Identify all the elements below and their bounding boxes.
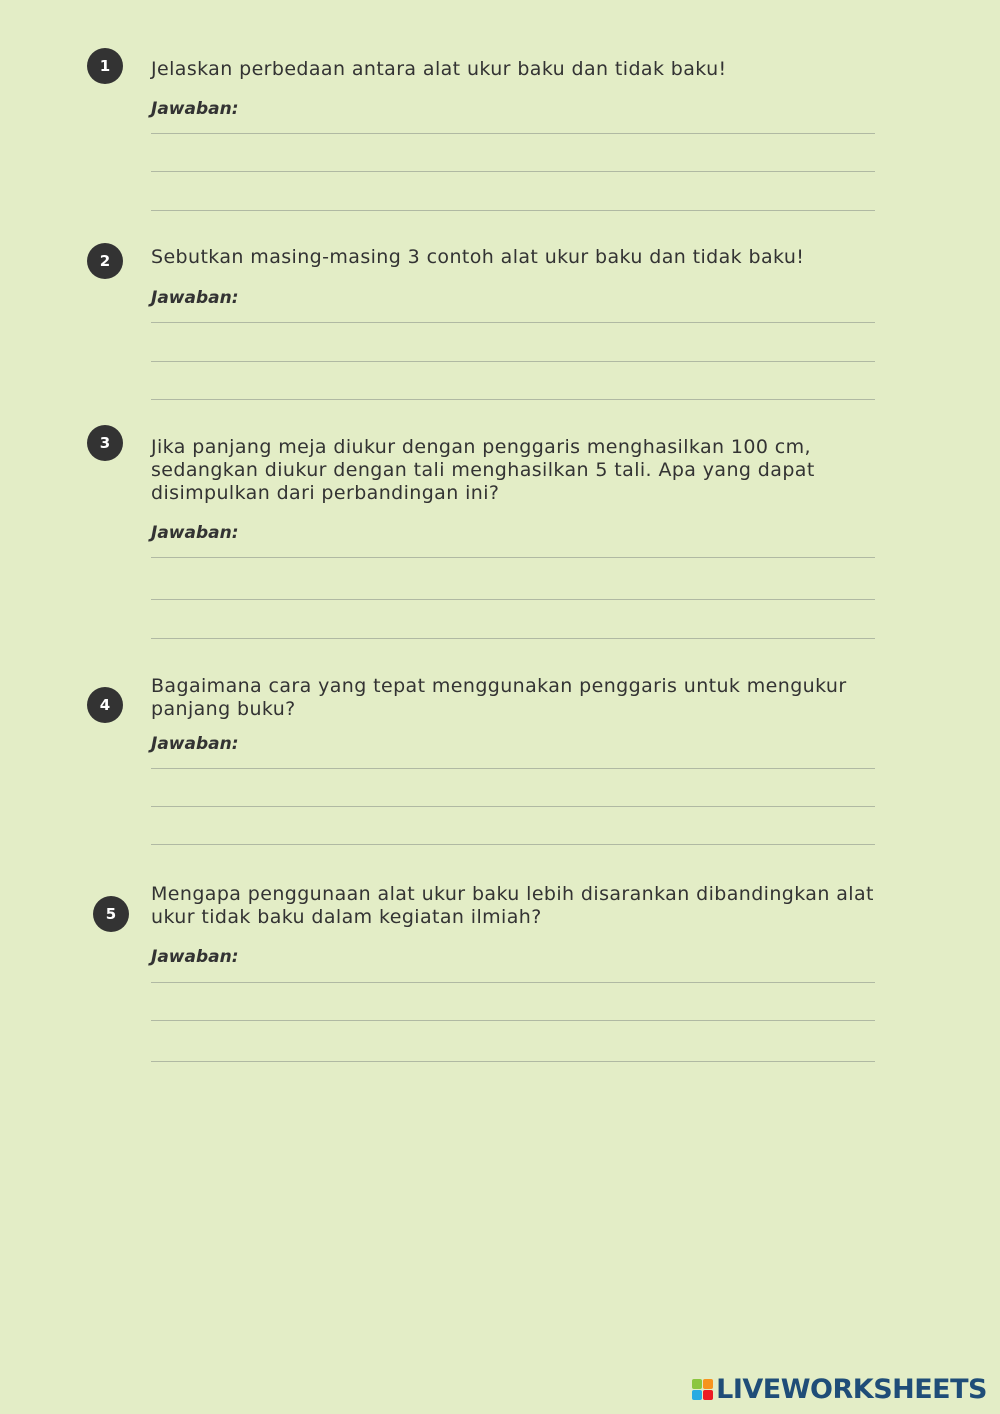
- brand-name: LIVEWORKSHEETS: [716, 1373, 987, 1405]
- answer-line[interactable]: [151, 171, 875, 172]
- answer-line[interactable]: [151, 982, 875, 983]
- answer-line[interactable]: [151, 322, 875, 323]
- liveworksheets-brand: [692, 1374, 987, 1404]
- question-number-badge: 1: [87, 48, 123, 84]
- question-number-badge: 4: [87, 687, 123, 723]
- answer-line[interactable]: [151, 399, 875, 400]
- answer-line[interactable]: [151, 361, 875, 362]
- answer-label: Jawaban:: [151, 288, 239, 308]
- question-text: Bagaimana cara yang tepat menggunakan penggaris untuk mengukur panjang buku?: [151, 675, 847, 720]
- answer-line[interactable]: [151, 1061, 875, 1062]
- answer-label: Jawaban:: [151, 523, 239, 543]
- answer-line[interactable]: [151, 557, 875, 558]
- answer-label: Jawaban:: [151, 734, 239, 754]
- answer-line[interactable]: [151, 768, 875, 769]
- answer-line[interactable]: [151, 599, 875, 600]
- logo-square-green: [692, 1379, 702, 1389]
- logo-square-red: [703, 1390, 713, 1400]
- answer-line[interactable]: [151, 638, 875, 639]
- question-text: Mengapa penggunaan alat ukur baku lebih disarankan dibandingkan alat ukur tidak baku dalam kegiatan ilmiah?: [151, 883, 874, 928]
- answer-line[interactable]: [151, 806, 875, 807]
- answer-label: Jawaban:: [151, 99, 239, 119]
- answer-line[interactable]: [151, 1020, 875, 1021]
- question-text: Sebutkan masing-masing 3 contoh alat ukur baku dan tidak baku!: [151, 246, 805, 268]
- logo-square-orange: [703, 1379, 713, 1389]
- liveworksheets-logo-icon: [692, 1379, 713, 1400]
- question-number-badge: 5: [93, 896, 129, 932]
- answer-line[interactable]: [151, 844, 875, 845]
- question-text: Jelaskan perbedaan antara alat ukur baku dan tidak baku!: [151, 58, 727, 80]
- logo-square-blue: [692, 1390, 702, 1400]
- answer-line[interactable]: [151, 210, 875, 211]
- question-number-badge: 2: [87, 243, 123, 279]
- question-text: Jika panjang meja diukur dengan penggaris menghasilkan 100 cm, sedangkan diukur dengan tali menghasilkan 5 tali. Apa yang dapat disimpulkan dari perbandingan ini?: [151, 436, 815, 504]
- answer-label: Jawaban:: [151, 947, 239, 967]
- question-number-badge: 3: [87, 425, 123, 461]
- answer-line[interactable]: [151, 133, 875, 134]
